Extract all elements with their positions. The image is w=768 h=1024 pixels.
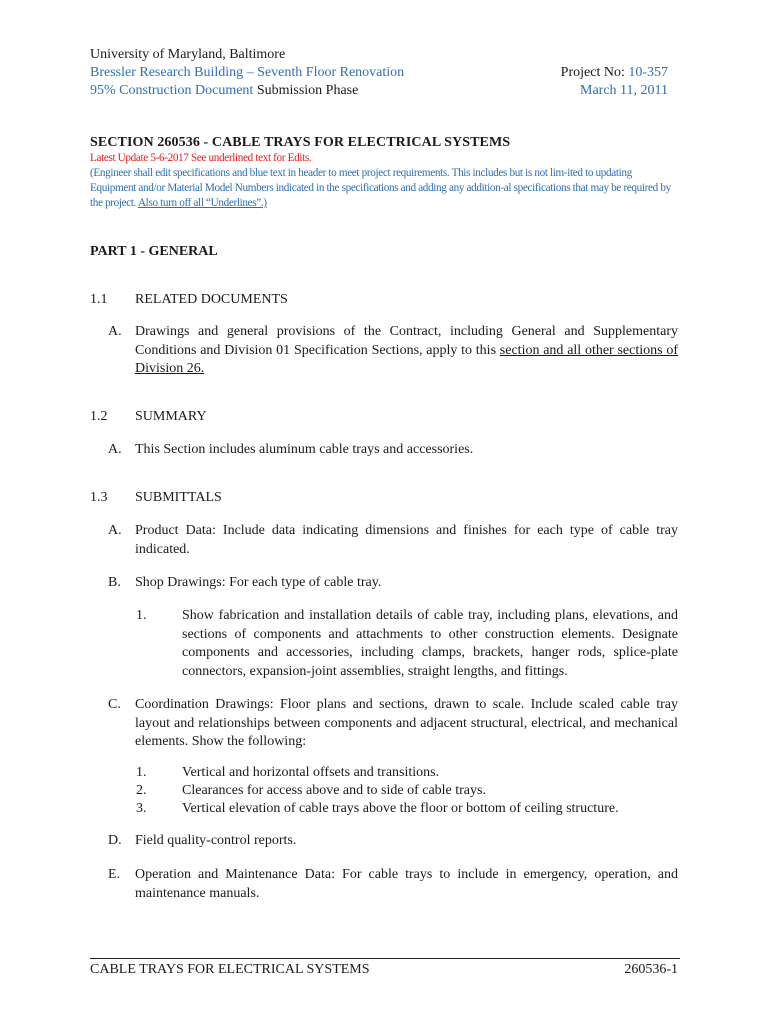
paragraph-1-3-a: A. Product Data: Include data indicating dimensions and finishes for each type of cable tray indicated. [108, 523, 678, 557]
header-line-2 [90, 64, 668, 81]
header-institution: University of Maryland, Baltimore [90, 47, 286, 62]
document-page: University of Maryland, Baltimore Bressler Research Building – Seventh Floor Renovation Project No: 10-357 95% Construction Document Submission Phase March 11, 2011 SECTION 260536 - CABLE TRAYS FOR ELECTRICAL SYSTEMS Latest Update 5-6-2017 See underlined text for Edits. (Engineer shall edit specifications and blue text in header to meet project requirements. This includes but is not lim-ited to updating Equipment and/or Material Model Numbers indicated in the specifications and adding any addition-al specifications that may be required by the project. Also turn off all “Underlines”.) PART 1 - GENERAL 1.1 RELATED DOCUMENTS A. Drawings and general provisions of the Contract, including General and Supplementary Conditions and Division 01 Specification Sections, apply to this section and all other sections of Division 26. 1.2 SUMMARY A. This Section includes aluminum cable trays and accessories. 1.3 SUBMITTALS A. Product Data: Include data indicating dimensions and finishes for each type of cable tray indicated. B. Shop Drawings: For each type of cable tray. 1. Show fabrication and installation details of cable tray, including plans, elevations, and sections of components and attachments to other construction elements. Designate components and accessories, including clamps, brackets, hanger rods, splice-plate connectors, expansion-joint assemblies, straight lengths, and fittings. C. Coordination Drawings: Floor plans and sections, drawn to scale. Include scaled cable tray layout and relationships between components and adjacent structural, electrical, and mechanical elements. Show the following: 1. Vertical and horizontal offsets and transitions. 2. Clearances for access above and to side of cable trays. 3. Vertical elevation of cable trays above the floor or bottom of ceiling structure. D. Field quality-control reports. E. Operation and Maintenance Data: For cable trays to include in emergency, operation, and maintenance manuals. CABLE TRAYS FOR ELECTRICAL SYSTEMS 260536-1 [90, 47, 679, 977]
paragraph-1-3-d: D. Field quality-control reports. [108, 833, 297, 848]
section-title: SECTION 260536 - CABLE TRAYS FOR ELECTRICAL SYSTEMS [90, 135, 511, 150]
header-line-1 [90, 46, 668, 63]
paragraph-1-3-e: E. Operation and Maintenance Data: For cable trays to include in emergency, operation, and maintenance manuals. [108, 867, 678, 901]
subparagraph-1-3-c-1: 1. Vertical and horizontal offsets and transitions. [136, 765, 440, 780]
paragraph-1-3-c: C. Coordination Drawings: Floor plans and sections, drawn to scale. Include scaled cable tray layout and relationships between components and adjacent structural, electrical, and mechanical elements. Show the following: [108, 697, 678, 749]
update-note: Latest Update 5-6-2017 See underlined text for Edits. [90, 152, 312, 164]
footer-page-number: 260536-1 [624, 962, 678, 977]
subparagraph-1-3-c-2: 2. Clearances for access above and to side of cable trays. [136, 783, 486, 798]
paragraph-1-2-a: A. This Section includes aluminum cable trays and accessories. [108, 442, 474, 457]
subparagraph-1-3-b-1: 1. Show fabrication and installation details of cable tray, including plans, elevations, and sections of components and attachments to other construction elements. Designate components and accessories, including clamps, brackets, hanger rods, splice-plate connectors, expansion-joint assemblies, straight lengths, and fittings. [136, 608, 678, 679]
engineer-note: (Engineer shall edit specifications and blue text in header to meet project requirements. This includes but is not lim-ited to updating Equipment and/or Material Model Numbers indicated in the specifications and adding any addition-al specifications that may be required by the project. Also turn off all “Underlines”.) [90, 167, 671, 209]
header-phase: 95% Construction Document Submission Phase [90, 83, 359, 98]
footer-rule [90, 958, 680, 959]
part-heading: PART 1 - GENERAL [90, 244, 218, 259]
header-project-name: Bressler Research Building – Seventh Floor Renovation [90, 65, 405, 80]
paragraph-1-1-a: A. Drawings and general provisions of the Contract, including General and Supplementary Conditions and Division 01 Specification Sections, apply to this section and all other sections of Division 26. [108, 324, 679, 376]
footer-title: CABLE TRAYS FOR ELECTRICAL SYSTEMS [90, 962, 370, 977]
header-project-number: Project No: 10-357 [560, 65, 668, 80]
paragraph-1-3-b: B. Shop Drawings: For each type of cable tray. [108, 575, 382, 590]
header-date: March 11, 2011 [580, 83, 668, 98]
subparagraph-1-3-c-3: 3. Vertical elevation of cable trays above the floor or bottom of ceiling structure. [136, 801, 619, 816]
header-line-3 [90, 82, 668, 99]
footer [90, 962, 678, 978]
